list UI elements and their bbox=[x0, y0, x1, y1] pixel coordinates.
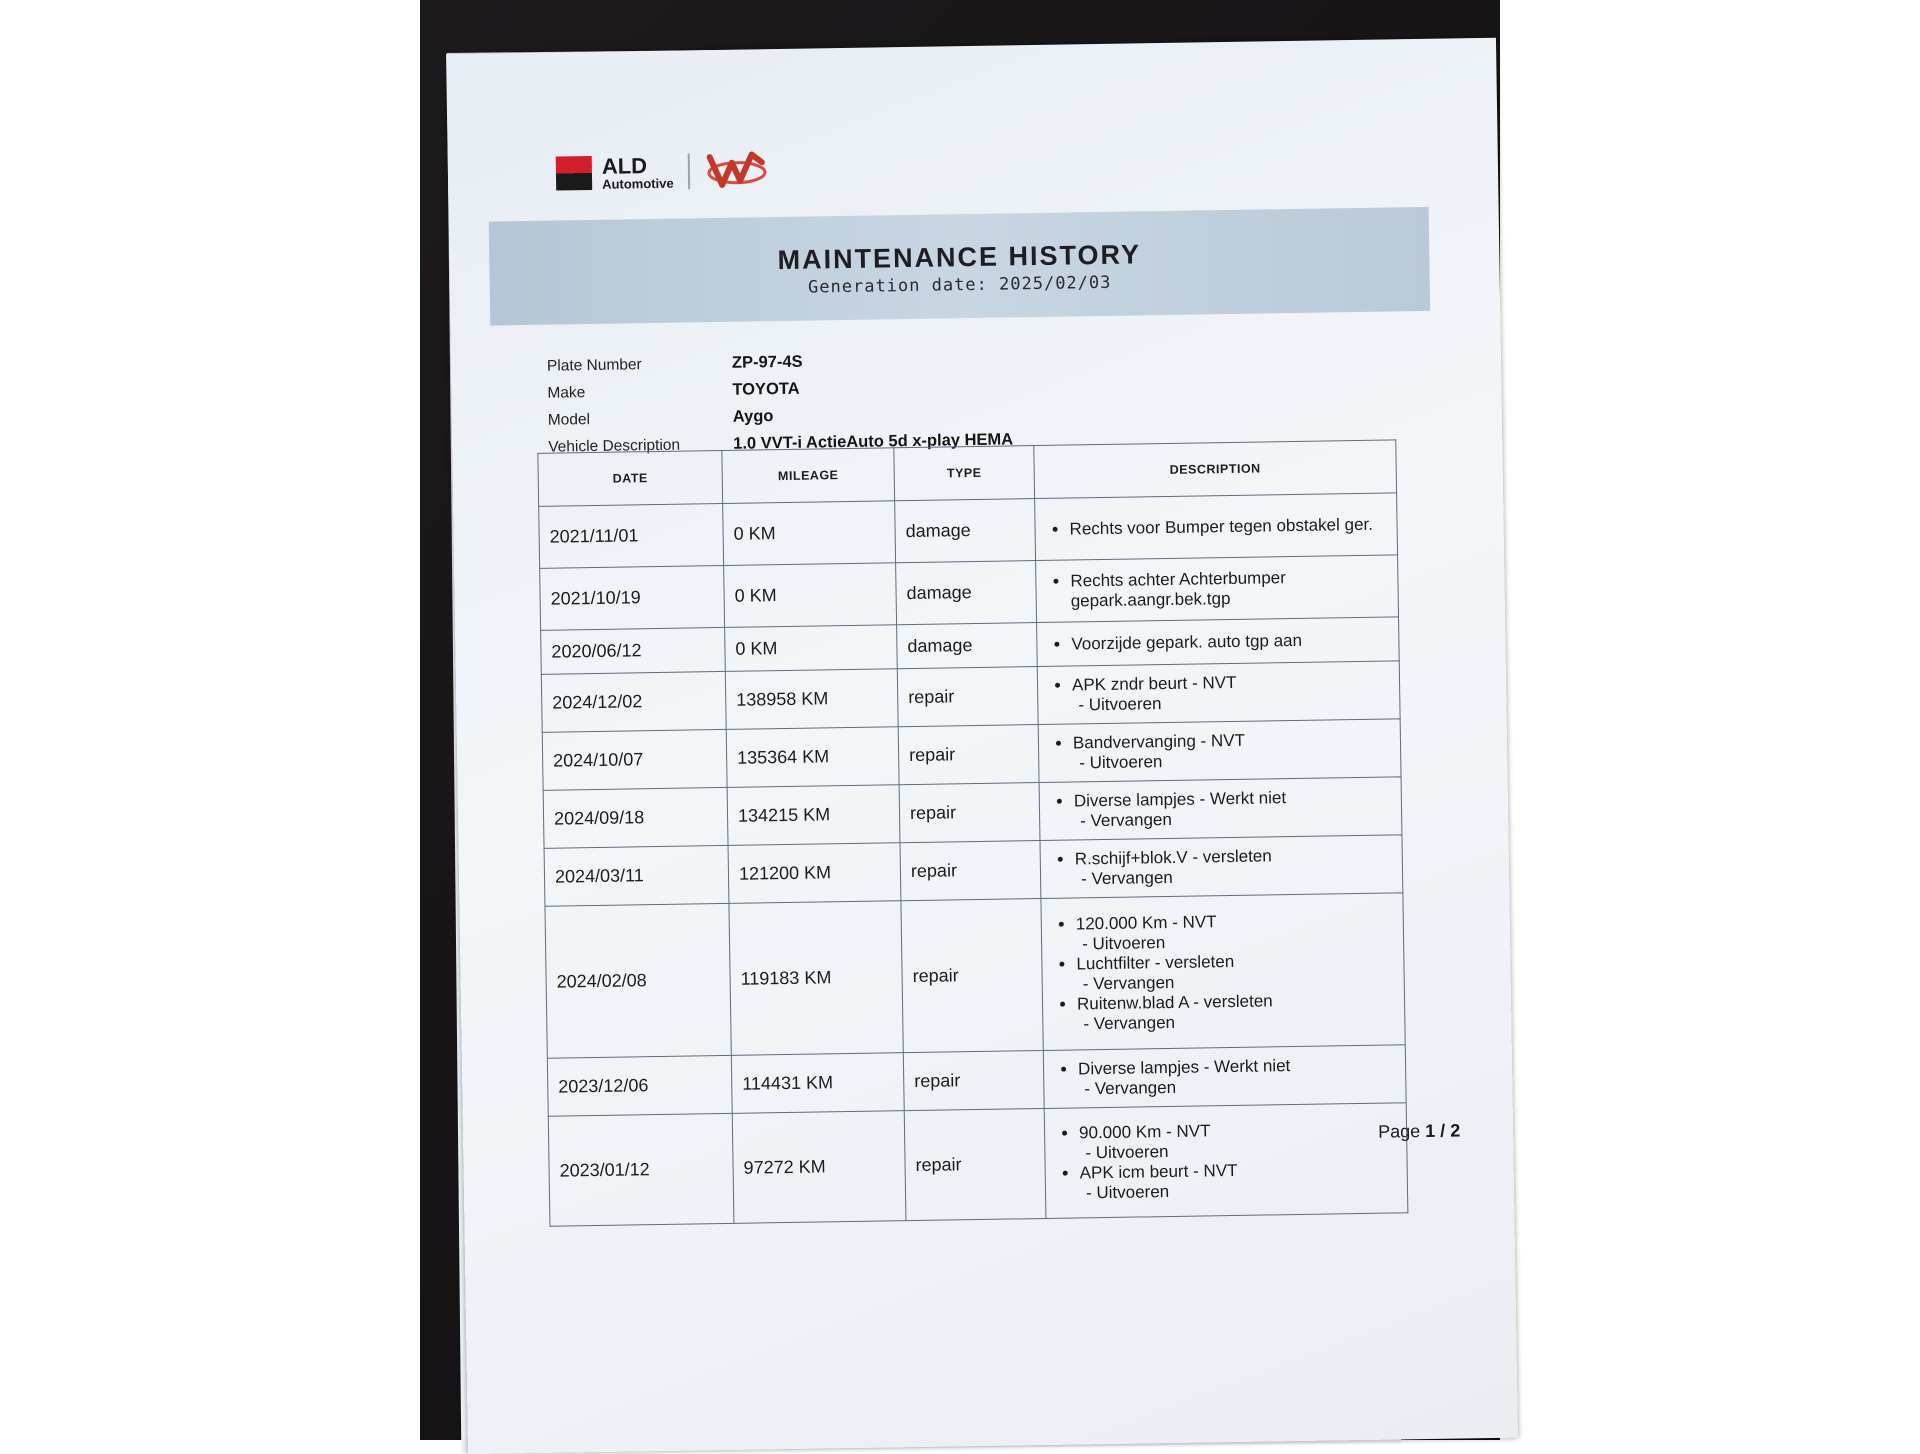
description-item bbox=[1080, 1158, 1398, 1203]
description-detail: - Vervangen bbox=[1083, 1012, 1176, 1033]
vehicle-field-label: Model bbox=[547, 410, 591, 429]
cell-date: 2024/09/18 bbox=[543, 787, 728, 848]
description-list bbox=[1049, 629, 1388, 654]
cell-mileage: 0 KM bbox=[725, 625, 898, 672]
description-list bbox=[1048, 566, 1388, 611]
description-text: Voorzijde gepark. auto tgp aan bbox=[1071, 630, 1303, 653]
ald-logo-mark bbox=[556, 156, 593, 191]
cell-description bbox=[1037, 661, 1400, 725]
cell-description bbox=[1038, 719, 1401, 783]
cell-type: repair bbox=[900, 841, 1041, 901]
cell-description bbox=[1040, 835, 1403, 899]
description-item bbox=[1076, 949, 1394, 994]
description-text: Bandvervanging - NVT bbox=[1072, 730, 1246, 752]
cell-mileage: 135364 KM bbox=[726, 727, 899, 788]
description-detail: - Uitvoeren bbox=[1081, 932, 1166, 953]
description-detail: - Uitvoeren bbox=[1079, 751, 1163, 772]
ald-logo: ALD Automotive bbox=[601, 152, 674, 192]
description-detail: - Vervangen bbox=[1082, 972, 1175, 993]
cell-description bbox=[1044, 1103, 1408, 1219]
vehicle-field-value: Aygo bbox=[732, 407, 774, 426]
cell-date: 2024/02/08 bbox=[545, 903, 731, 1058]
description-text: Diverse lampjes - Werkt niet bbox=[1077, 1055, 1291, 1078]
table-body bbox=[539, 493, 1408, 1226]
cell-type: repair bbox=[898, 725, 1039, 785]
page-title: MAINTENANCE HISTORY bbox=[777, 239, 1142, 276]
vehicle-field-label: Make bbox=[547, 383, 586, 402]
header-mileage: MILEAGE bbox=[722, 448, 895, 504]
description-item bbox=[1070, 566, 1388, 611]
description-detail: - Vervangen bbox=[1080, 809, 1173, 830]
cell-type: repair bbox=[901, 899, 1043, 1053]
cell-description bbox=[1036, 555, 1399, 623]
description-text: Rechts voor Bumper tegen obstakel ger. bbox=[1069, 514, 1374, 539]
cell-mileage: 134215 KM bbox=[727, 785, 900, 846]
cell-type: repair bbox=[899, 783, 1040, 843]
description-item bbox=[1072, 670, 1390, 715]
document-page bbox=[446, 38, 1518, 1454]
description-text: 120.000 Km - NVT bbox=[1075, 911, 1217, 933]
table-row bbox=[548, 1103, 1408, 1226]
description-detail: - Uitvoeren bbox=[1085, 1181, 1170, 1202]
cell-mileage: 0 KM bbox=[723, 501, 896, 566]
vehicle-field-value: ZP-97-4S bbox=[731, 352, 803, 372]
cell-date: 2024/10/07 bbox=[542, 729, 727, 790]
description-item bbox=[1074, 786, 1392, 831]
description-list bbox=[1051, 728, 1391, 773]
cell-type: damage bbox=[897, 623, 1038, 669]
cell-mileage: 0 KM bbox=[724, 563, 897, 628]
header-description: DESCRIPTION bbox=[1034, 440, 1397, 499]
cell-date: 2024/03/11 bbox=[544, 845, 729, 906]
cell-date: 2024/12/02 bbox=[541, 671, 726, 732]
vehicle-field-value: 1.0 VVT-i ActieAuto 5d x-play HEMA bbox=[733, 430, 1014, 453]
cell-mileage: 138958 KM bbox=[725, 669, 898, 730]
description-text: Diverse lampjes - Werkt niet bbox=[1073, 787, 1287, 810]
vehicle-field-value: TOYOTA bbox=[732, 379, 800, 399]
cell-mileage: 97272 KM bbox=[732, 1111, 906, 1224]
cell-type: damage bbox=[896, 561, 1037, 625]
page-number: Page 1 / 2 bbox=[1377, 1120, 1461, 1142]
cell-type: damage bbox=[895, 499, 1036, 563]
description-item bbox=[1071, 629, 1388, 654]
description-list bbox=[1050, 670, 1390, 715]
description-item bbox=[1073, 728, 1391, 773]
description-text: R.schijf+blok.V - versleten bbox=[1074, 845, 1272, 868]
description-item bbox=[1069, 514, 1386, 539]
cell-type: repair bbox=[897, 667, 1038, 727]
cell-date: 2021/10/19 bbox=[540, 565, 725, 630]
table-row bbox=[545, 893, 1405, 1058]
cell-mileage: 119183 KM bbox=[729, 901, 903, 1056]
title-banner bbox=[489, 207, 1431, 326]
cell-type: repair bbox=[903, 1050, 1044, 1110]
cell-date: 2021/11/01 bbox=[539, 503, 724, 568]
cell-description bbox=[1035, 493, 1398, 561]
cell-date: 2023/12/06 bbox=[547, 1055, 732, 1116]
description-list bbox=[1054, 909, 1395, 1034]
maintenance-table bbox=[537, 439, 1408, 1226]
description-text: Rechts achter Achterbumper gepark.aangr.bek.tgp bbox=[1070, 567, 1286, 611]
cell-mileage: 121200 KM bbox=[728, 843, 901, 904]
cell-date: 2020/06/12 bbox=[541, 627, 726, 674]
description-list bbox=[1052, 786, 1392, 831]
description-item bbox=[1077, 989, 1395, 1034]
description-item bbox=[1079, 1118, 1397, 1163]
logo-row bbox=[556, 145, 770, 198]
cell-date: 2023/01/12 bbox=[548, 1113, 734, 1226]
description-list bbox=[1057, 1118, 1397, 1203]
description-item bbox=[1078, 1054, 1396, 1099]
generation-date: Generation date: 2025/02/03 bbox=[807, 272, 1112, 298]
description-text: APK icm beurt - NVT bbox=[1079, 1160, 1238, 1182]
logo-divider bbox=[687, 153, 690, 189]
header-date: DATE bbox=[538, 450, 723, 506]
description-detail: - Uitvoeren bbox=[1085, 1141, 1169, 1162]
cell-mileage: 114431 KM bbox=[731, 1053, 904, 1114]
description-text: Luchtfilter - versleten bbox=[1076, 951, 1235, 973]
partner-logo bbox=[703, 150, 770, 191]
description-list bbox=[1053, 844, 1393, 889]
description-list bbox=[1047, 514, 1386, 539]
description-item bbox=[1076, 909, 1394, 954]
cell-description bbox=[1039, 777, 1402, 841]
cell-description bbox=[1041, 893, 1405, 1051]
description-detail: - Vervangen bbox=[1080, 867, 1173, 888]
description-text: 90.000 Km - NVT bbox=[1078, 1120, 1211, 1142]
cell-description bbox=[1037, 617, 1400, 667]
header-type: TYPE bbox=[894, 446, 1035, 501]
vehicle-field-label: Vehicle Description bbox=[548, 436, 681, 456]
description-item bbox=[1075, 844, 1393, 889]
vehicle-field-label: Plate Number bbox=[546, 355, 642, 375]
description-detail: - Vervangen bbox=[1084, 1077, 1177, 1098]
description-text: Ruitenw.blad A - versleten bbox=[1076, 990, 1273, 1013]
cell-description bbox=[1043, 1045, 1406, 1109]
description-list bbox=[1056, 1054, 1396, 1099]
cell-type: repair bbox=[904, 1108, 1046, 1220]
description-detail: - Uitvoeren bbox=[1078, 693, 1162, 714]
description-text: APK zndr beurt - NVT bbox=[1071, 672, 1237, 694]
